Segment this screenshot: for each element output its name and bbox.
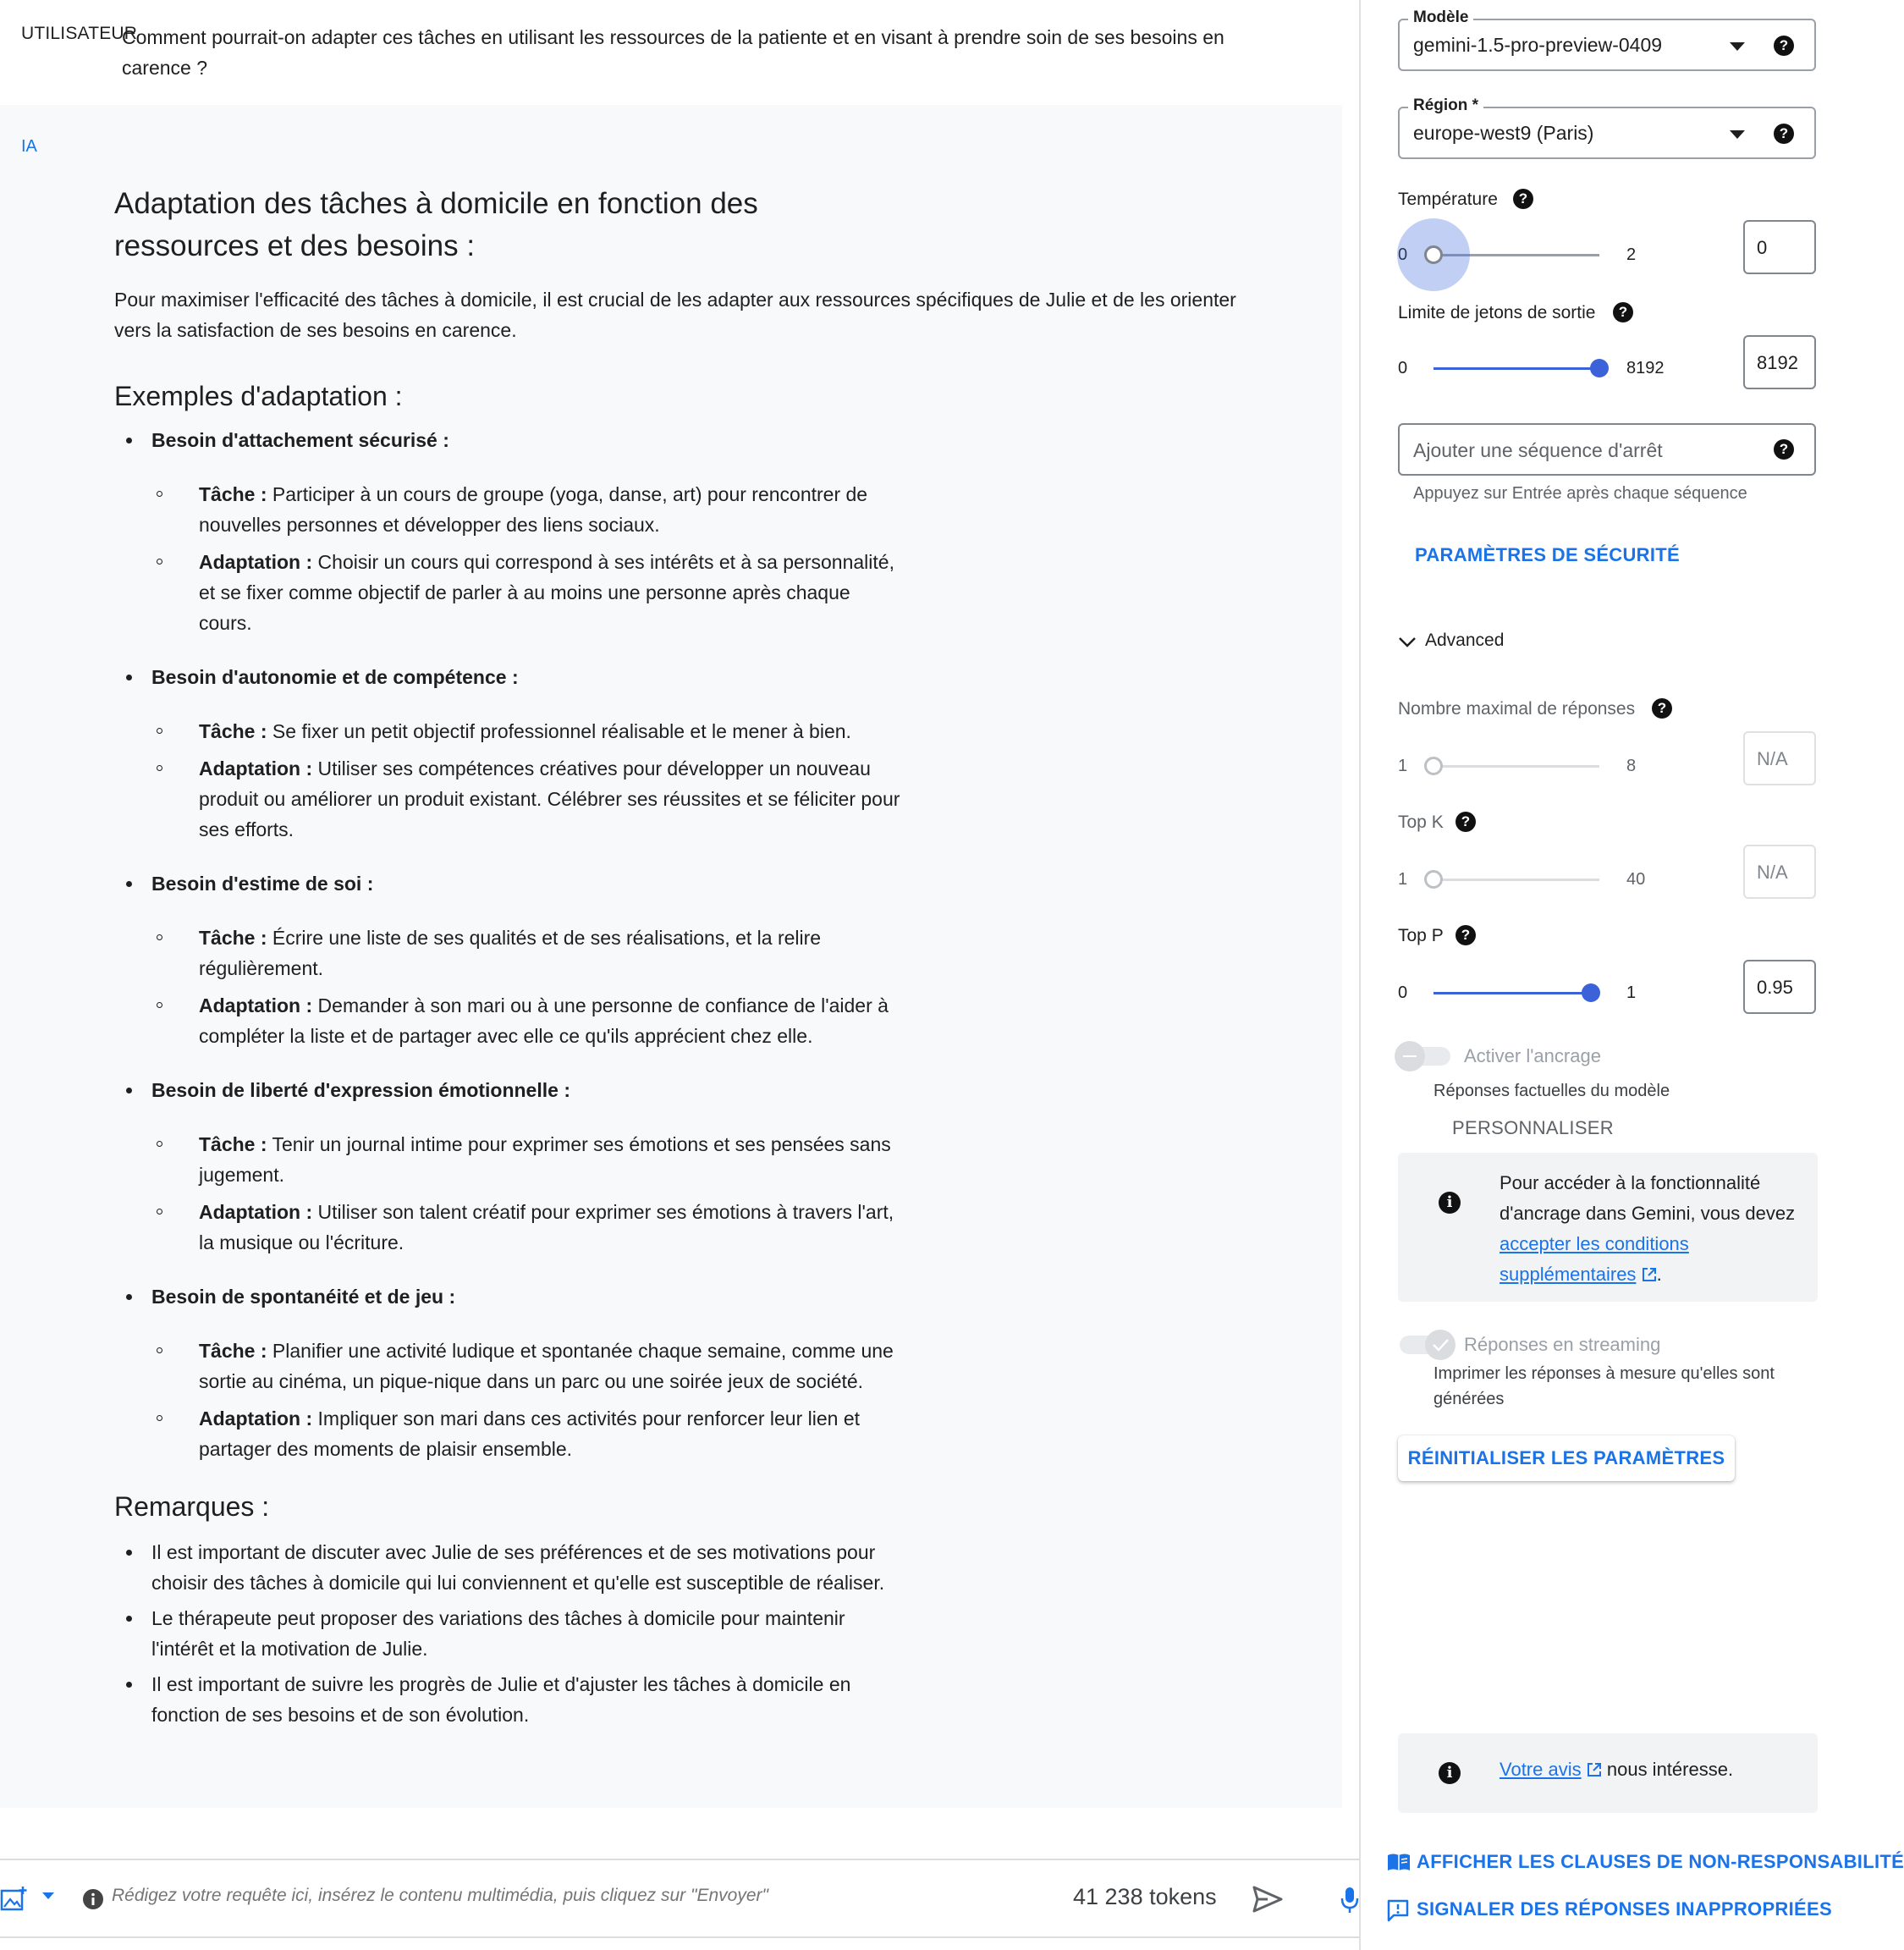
list-item [114, 547, 901, 638]
prompt-bar [0, 1859, 1359, 1938]
temperature-slider[interactable] [1434, 254, 1599, 256]
help-icon[interactable]: ? [1652, 698, 1672, 719]
grounding-description: Réponses factuelles du modèle [1434, 1082, 1670, 1100]
list-item [114, 990, 901, 1051]
help-icon[interactable]: ? [1774, 439, 1794, 460]
max-responses-input[interactable]: N/A [1743, 731, 1816, 785]
list-item [114, 1129, 901, 1190]
help-icon[interactable]: ? [1613, 302, 1633, 322]
token-count: 41 238 tokens [1073, 1884, 1217, 1909]
region-value: europe-west9 (Paris) [1413, 122, 1594, 144]
list-item [114, 479, 901, 540]
list-item [114, 923, 901, 983]
grounding-toggle[interactable] [1400, 1047, 1450, 1066]
task-label: Tâche : [199, 927, 267, 949]
list-item: Le thérapeute peut proposer des variations des tâches à domicile pour maintenir l'intérêt et la motivation de Julie. [114, 1603, 888, 1664]
task-label: Tâche : [199, 483, 267, 505]
check-icon [1425, 1330, 1456, 1360]
help-icon[interactable]: ? [1456, 925, 1476, 945]
task-text: Tenir un journal intime pour exprimer ses émotions et ses pensées sans jugement. [199, 1133, 891, 1186]
stop-sequence-input[interactable]: Ajouter une séquence d'arrêt [1413, 439, 1663, 461]
task-label: Tâche : [199, 1133, 267, 1155]
top-p-slider[interactable] [1434, 992, 1599, 994]
user-turn [0, 0, 1342, 105]
top-p-slider-thumb[interactable] [1582, 983, 1600, 1002]
max-tokens-min: 0 [1398, 359, 1408, 377]
top-p-min: 0 [1398, 983, 1408, 1002]
adaptation-text: Impliquer son mari dans ces activités pour renforcer leur lien et partager des moments de plaisir ensemble. [199, 1407, 860, 1460]
task-text: Participer à un cours de groupe (yoga, danse, art) pour rencontrer de nouvelles personnes et développer des liens sociaux. [199, 483, 868, 536]
prompt-input[interactable] [112, 1886, 1026, 1906]
category-title: Besoin d'estime de soi : [151, 873, 374, 895]
model-select[interactable] [1398, 8, 1816, 71]
list-item [114, 425, 1282, 638]
adaptation-text: Demander à son mari ou à une personne de confiance de l'aider à compléter la liste et de partager avec elle ce qu'ils apprécient chez elle. [199, 994, 889, 1047]
list-item [114, 1075, 1282, 1258]
categories-list [114, 425, 1282, 1464]
task-text: Écrire une liste de ses qualités et de ses réalisations, et la relire régulièrement. [199, 927, 822, 979]
top-k-input[interactable]: N/A [1743, 845, 1816, 899]
reset-parameters-button[interactable]: RÉINITIALISER LES PARAMÈTRES [1398, 1435, 1735, 1481]
category-title: Besoin d'attachement sécurisé : [151, 429, 449, 451]
chevron-down-icon [1730, 42, 1745, 51]
help-icon[interactable]: ? [1774, 124, 1794, 144]
max-tokens-slider-thumb[interactable] [1590, 359, 1609, 377]
task-label: Tâche : [199, 1340, 267, 1362]
info-icon: i [1439, 1192, 1461, 1214]
response-intro: Pour maximiser l'efficacité des tâches à domicile, il est crucial de les adapter aux ressources spécifiques de Julie et de les orienter vers la satisfaction de ses besoins en carence. [114, 289, 1236, 341]
help-icon[interactable]: ? [1513, 189, 1533, 209]
adaptation-text: Utiliser ses compétences créatives pour développer un nouveau produit ou améliorer un produit existant. Célébrer ses réussites et se féliciter pour ses efforts. [199, 757, 900, 840]
top-k-max: 40 [1626, 870, 1646, 889]
help-icon[interactable]: ? [1456, 812, 1476, 832]
feedback-link[interactable]: Votre avis [1500, 1759, 1582, 1780]
help-icon[interactable]: ? [1774, 36, 1794, 56]
response-title: Adaptation des tâches à domicile en fonction des ressources et des besoins : [114, 187, 758, 262]
external-link-icon [1642, 1267, 1657, 1282]
list-item [114, 1403, 901, 1464]
examples-heading: Exemples d'adaptation : [114, 381, 403, 411]
settings-panel [1361, 0, 1904, 1950]
top-p-max: 1 [1626, 983, 1637, 1002]
ai-role-label: IA [21, 137, 37, 156]
grounding-info-box [1398, 1153, 1818, 1302]
streaming-label: Réponses en streaming [1464, 1334, 1661, 1355]
advanced-toggle[interactable] [1398, 630, 1567, 655]
streaming-description: Imprimer les réponses à mesure qu'elles sont générées [1434, 1364, 1775, 1408]
max-tokens-input[interactable]: 8192 [1743, 335, 1816, 389]
external-link-icon [1587, 1762, 1602, 1777]
category-title: Besoin d'autonomie et de compétence : [151, 666, 519, 688]
send-icon[interactable] [1251, 1882, 1285, 1916]
stop-sequence-hint: Appuyez sur Entrée après chaque séquence [1413, 484, 1747, 503]
list-item: Il est important de discuter avec Julie de ses préférences et de ses motivations pour choisir des tâches à domicile qui lui conviennent et qu'elle est susceptible de réaliser. [114, 1537, 888, 1598]
temperature-min: 0 [1398, 245, 1408, 264]
list-item [114, 868, 1282, 1051]
grounding-label: Activer l'ancrage [1464, 1045, 1601, 1066]
max-responses-min: 1 [1398, 757, 1408, 775]
task-label: Tâche : [199, 720, 267, 742]
info-icon: i [1439, 1762, 1461, 1784]
disclaimers-link[interactable]: AFFICHER LES CLAUSES DE NON-RESPONSABILITÉ [1417, 1851, 1904, 1872]
temperature-max: 2 [1626, 245, 1637, 264]
user-role-label: UTILISATEUR [21, 24, 138, 43]
model-label: Modèle [1408, 8, 1473, 27]
grounding-info-end: . [1656, 1264, 1662, 1285]
adaptation-label: Adaptation : [199, 994, 313, 1016]
report-icon [1386, 1898, 1410, 1922]
list-item [114, 1197, 901, 1258]
insert-dropdown-icon[interactable] [42, 1892, 54, 1899]
top-k-label: Top K [1398, 812, 1444, 832]
chevron-down-icon [1730, 130, 1745, 139]
microphone-icon[interactable] [1340, 1886, 1359, 1914]
top-k-min: 1 [1398, 870, 1408, 889]
info-icon [82, 1888, 104, 1910]
list-item: Il est important de suivre les progrès de Julie et d'ajuster les tâches à domicile en fonction de ses besoins et de son évolution. [114, 1669, 888, 1730]
max-tokens-label: Limite de jetons de sortie [1398, 303, 1596, 322]
max-responses-max: 8 [1626, 757, 1637, 775]
temperature-label: Température [1398, 190, 1498, 209]
report-link[interactable]: SIGNALER DES RÉPONSES INAPPROPRIÉES [1417, 1898, 1832, 1920]
ai-response [114, 183, 1282, 1735]
list-item [114, 662, 1282, 845]
list-item [114, 1336, 901, 1396]
grounding-info-text: Pour accéder à la fonctionnalité d'ancrage dans Gemini, vous devez [1500, 1172, 1796, 1224]
list-item [114, 716, 901, 746]
task-text: Se fixer un petit objectif professionnel réalisable et le mener à bien. [272, 720, 851, 742]
adaptation-label: Adaptation : [199, 1201, 313, 1223]
stop-sequence-field[interactable] [1398, 423, 1816, 476]
adaptation-label: Adaptation : [199, 1407, 313, 1429]
advanced-label: Advanced [1425, 631, 1505, 650]
insert-media-icon[interactable] [0, 1886, 27, 1913]
adaptation-label: Adaptation : [199, 757, 313, 779]
adaptation-text: Utiliser son talent créatif pour exprimer ses émotions à travers l'art, la musique ou l'écriture. [199, 1201, 894, 1253]
feedback-box [1398, 1733, 1818, 1813]
book-icon [1386, 1852, 1411, 1874]
category-title: Besoin de spontanéité et de jeu : [151, 1286, 456, 1308]
top-k-slider[interactable] [1434, 879, 1599, 881]
task-text: Planifier une activité ludique et spontanée chaque semaine, comme une sortie au cinéma, un pique-nique dans un parc ou une soirée jeux de société. [199, 1340, 894, 1392]
list-item [114, 753, 901, 845]
max-responses-label: Nombre maximal de réponses [1398, 699, 1636, 719]
top-p-input[interactable]: 0.95 [1743, 960, 1816, 1014]
notes-heading: Remarques : [114, 1491, 270, 1522]
max-tokens-max: 8192 [1626, 359, 1665, 377]
accept-terms-link[interactable]: accepter les conditions supplémentaires [1500, 1233, 1689, 1285]
adaptation-label: Adaptation : [199, 551, 313, 573]
temperature-input[interactable]: 0 [1743, 220, 1816, 274]
category-title: Besoin de liberté d'expression émotionnelle : [151, 1079, 570, 1101]
region-select[interactable] [1398, 96, 1816, 159]
temperature-slider-thumb[interactable] [1424, 245, 1443, 264]
top-k-slider-thumb[interactable] [1424, 870, 1443, 889]
safety-settings-link[interactable]: PARAMÈTRES DE SÉCURITÉ [1415, 544, 1680, 565]
region-label: Région * [1408, 96, 1483, 115]
max-tokens-slider[interactable] [1434, 367, 1599, 370]
max-responses-slider-thumb[interactable] [1424, 757, 1443, 775]
customize-grounding-button[interactable]: PERSONNALISER [1452, 1117, 1614, 1138]
feedback-text: nous intéresse. [1606, 1759, 1734, 1780]
top-p-label: Top P [1398, 926, 1444, 945]
adaptation-text: Choisir un cours qui correspond à ses intérêts et à sa personnalité, et se fixer comme objectif de parler à au moins une personne après chaque cours. [199, 551, 894, 634]
max-responses-slider[interactable] [1434, 765, 1599, 768]
user-message: Comment pourrait-on adapter ces tâches en utilisant les ressources de la patiente et en visant à prendre soin de ses besoins en carence ? [122, 26, 1224, 79]
streaming-toggle[interactable] [1400, 1336, 1450, 1354]
list-item [114, 1281, 1282, 1464]
ai-turn [0, 105, 1342, 1808]
notes-list [114, 1537, 1282, 1730]
model-value: gemini-1.5-pro-preview-0409 [1413, 34, 1663, 56]
chevron-down-icon [1398, 636, 1417, 649]
